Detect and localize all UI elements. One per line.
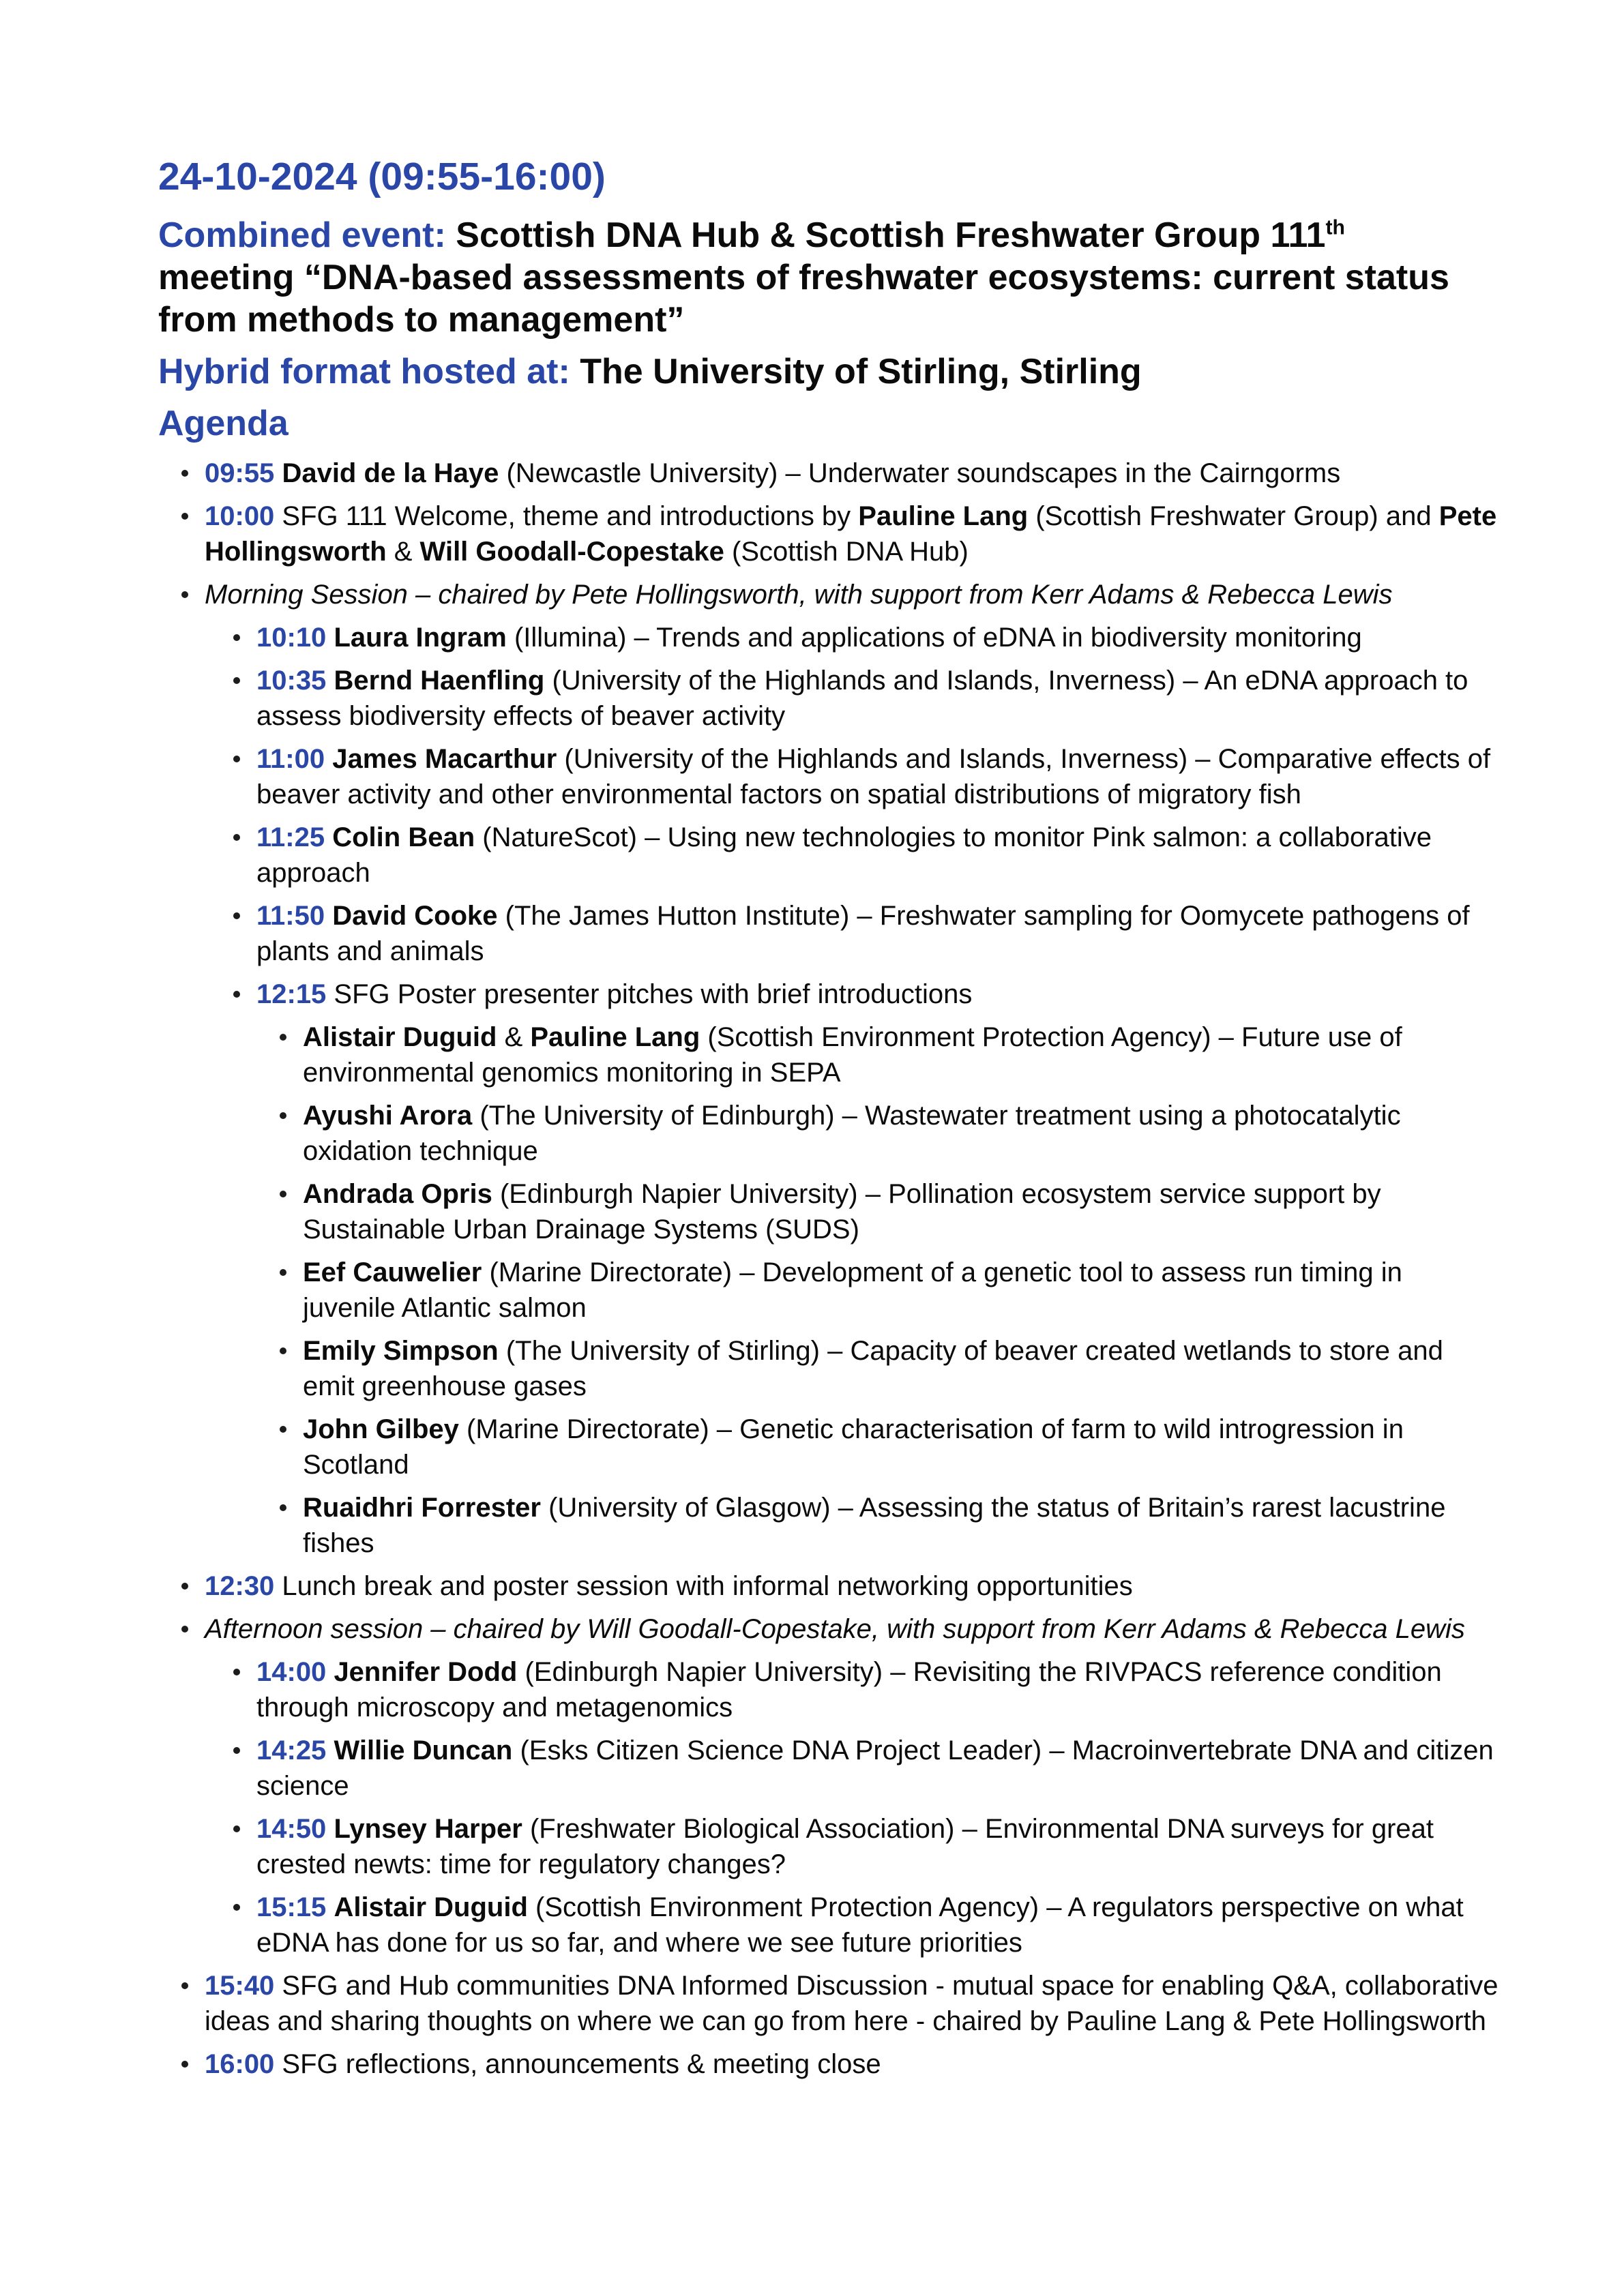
agenda-item [256, 1811, 1501, 1882]
agenda-item [205, 1611, 1501, 1647]
bullet-icon [233, 677, 240, 684]
text-segment: & [497, 1022, 531, 1052]
text-segment [326, 1657, 334, 1687]
text-segment: James Macarthur [332, 744, 557, 774]
bullet-icon [233, 1747, 240, 1754]
bullet-icon [181, 1583, 188, 1590]
text-segment: Colin Bean [332, 822, 475, 852]
text-segment: (University of the Highlands and Islands, Inverness) – An eDNA approach to assess biodiversity effects of beaver activity [256, 666, 1468, 731]
text-segment: Alistair Duguid [303, 1022, 497, 1052]
text-segment: SFG and Hub communities DNA Informed Discussion - mutual space for enabling Q&A, collaborative ideas and sharing thoughts on where we can go from here - chaired by Pauline Lang & Pete Hollingsworth [205, 1971, 1498, 2036]
text-segment: Lunch break and poster session with informal networking opportunities [274, 1571, 1133, 1601]
text-segment: Combined event: [158, 215, 456, 255]
text-segment: & [386, 537, 420, 567]
text-segment [325, 901, 332, 931]
bullet-icon [181, 470, 188, 477]
text-segment: 09:55 [205, 458, 275, 488]
text-segment: (The University of Edinburgh) – Wastewater treatment using a photocatalytic oxidation technique [303, 1101, 1401, 1166]
text-segment: (Edinburgh Napier University) – Revisiting the RIVPACS reference condition through microscopy and metagenomics [256, 1657, 1442, 1723]
hosted-at-line [158, 351, 1475, 393]
text-segment: Lynsey Harper [334, 1814, 522, 1844]
bullet-icon [181, 591, 188, 598]
text-segment [326, 623, 334, 653]
text-segment: 15:15 [256, 1892, 327, 1922]
agenda-item [256, 1733, 1501, 1804]
bullet-icon [233, 991, 240, 998]
text-segment: David Cooke [332, 901, 498, 931]
text-segment: meeting “DNA-based assessments of freshwater ecosystems: current status from methods to management” [158, 258, 1449, 340]
text-segment: (Marine Directorate) – Genetic characterisation of farm to wild introgression in Scotland [303, 1414, 1404, 1480]
text-segment: 16:00 [205, 2049, 275, 2079]
text-segment [325, 822, 332, 852]
agenda-list [158, 456, 1501, 2082]
agenda-item [256, 1890, 1501, 1960]
agenda-item [256, 663, 1501, 734]
text-segment: (Marine Directorate) – Development of a genetic tool to assess run timing in juvenile Atlantic salmon [303, 1257, 1402, 1323]
text-segment: 14:50 [256, 1814, 327, 1844]
bullet-icon [233, 1669, 240, 1675]
bullet-icon [233, 1904, 240, 1911]
text-segment: (Edinburgh Napier University) – Pollination ecosystem service support by Sustainable Urban Drainage Systems (SUDS) [303, 1179, 1381, 1244]
agenda-item [303, 1333, 1501, 1404]
text-segment: 10:10 [256, 623, 327, 653]
text-segment [326, 1735, 334, 1765]
text-segment: 11:25 [256, 822, 325, 852]
text-segment: 15:40 [205, 1971, 275, 2001]
text-segment: Ayushi Arora [303, 1101, 473, 1131]
text-segment: Pauline Lang [858, 501, 1029, 531]
text-segment: 12:15 [256, 979, 327, 1009]
text-segment: Pauline Lang [530, 1022, 700, 1052]
agenda-item [303, 1412, 1501, 1482]
text-segment: (The University of Stirling) – Capacity of beaver created wetlands to store and emit greenhouse gases [303, 1336, 1443, 1401]
text-segment: Pete Hollingsworth [205, 501, 1497, 567]
text-segment [326, 1814, 334, 1844]
text-segment: (University of the Highlands and Islands, Inverness) – Comparative effects of beaver activity and other environmental factors on spatial distributions of migratory fish [256, 744, 1491, 809]
agenda-item [256, 741, 1501, 812]
text-segment: (Scottish Environment Protection Agency) – Future use of environmental genomics monitoring in SEPA [303, 1022, 1402, 1088]
agenda-item [205, 1968, 1501, 2039]
text-segment [325, 744, 332, 774]
text-segment: Morning Session – chaired by Pete Hollingsworth, with support from Kerr Adams & Rebecca Lewis [205, 580, 1393, 610]
text-segment: 10:00 [205, 501, 275, 531]
agenda-item [205, 498, 1501, 569]
bullet-icon [280, 1191, 286, 1197]
page-title: 24-10-2024 (09:55-16:00) [158, 155, 606, 198]
agenda-item [303, 1098, 1501, 1169]
text-segment: Laura Ingram [334, 623, 507, 653]
text-segment: Emily Simpson [303, 1336, 499, 1366]
agenda-item [303, 1019, 1501, 1090]
text-segment: Jennifer Dodd [334, 1657, 518, 1687]
text-segment: (Esks Citizen Science DNA Project Leader) – Macroinvertebrate DNA and citizen science [256, 1735, 1494, 1801]
text-segment: Alistair Duguid [334, 1892, 528, 1922]
bullet-icon [280, 1112, 286, 1119]
agenda-item [303, 1176, 1501, 1247]
text-segment: (Newcastle University) – Underwater soundscapes in the Cairngorms [499, 458, 1341, 488]
agenda-heading: Agenda [158, 404, 289, 443]
text-segment: Afternoon session – chaired by Will Goodall-Copestake, with support from Kerr Adams & Rebecca Lewis [205, 1614, 1465, 1644]
bullet-icon [233, 756, 240, 762]
text-segment: SFG reflections, announcements & meeting close [274, 2049, 881, 2079]
bullet-icon [280, 1426, 286, 1433]
text-segment: Scottish DNA Hub & Scottish Freshwater Group 111 [456, 215, 1326, 255]
text-segment [326, 1892, 334, 1922]
text-segment: 11:00 [256, 744, 325, 774]
bullet-icon [280, 1269, 286, 1276]
text-segment: SFG Poster presenter pitches with brief introductions [326, 979, 973, 1009]
text-segment: Bernd Haenfling [334, 666, 545, 696]
text-segment: 11:50 [256, 901, 325, 931]
text-segment: The University of Stirling, Stirling [580, 352, 1142, 391]
text-segment: (Illumina) – Trends and applications of eDNA in biodiversity monitoring [506, 623, 1362, 653]
text-segment: (Freshwater Biological Association) – Environmental DNA surveys for great crested newts: time for regulatory changes? [256, 1814, 1434, 1879]
agenda-item [256, 898, 1501, 969]
text-segment [274, 458, 282, 488]
text-segment [326, 666, 334, 696]
text-segment: John Gilbey [303, 1414, 459, 1444]
text-segment: SFG 111 Welcome, theme and introductions by [274, 501, 859, 531]
text-segment: 14:00 [256, 1657, 327, 1687]
text-segment: (Scottish Freshwater Group) and [1028, 501, 1439, 531]
text-segment: (Scottish Environment Protection Agency) – A regulators perspective on what eDNA has done for us so far, and where we see future priorities [256, 1892, 1464, 1958]
bullet-icon [181, 1982, 188, 1989]
agenda-item [205, 577, 1501, 612]
bullet-icon [233, 634, 240, 641]
agenda-item [303, 1255, 1501, 1326]
agenda-item [205, 1568, 1501, 1604]
bullet-icon [233, 912, 240, 919]
agenda-item [256, 976, 1501, 1012]
agenda-item [205, 2046, 1501, 2082]
agenda-item [256, 620, 1501, 655]
text-segment: (The James Hutton Institute) – Freshwater sampling for Oomycete pathogens of plants and animals [256, 901, 1470, 966]
text-segment: (Scottish DNA Hub) [724, 537, 969, 567]
text-segment: Andrada Opris [303, 1179, 492, 1209]
bullet-icon [233, 1825, 240, 1832]
bullet-icon [181, 2061, 188, 2068]
text-segment: Eef Cauwelier [303, 1257, 482, 1287]
bullet-icon [181, 513, 188, 520]
agenda-item [205, 456, 1501, 491]
text-segment: Ruaidhri Forrester [303, 1493, 541, 1523]
combined-event-line [158, 214, 1475, 341]
bullet-icon [181, 1626, 188, 1632]
bullet-icon [280, 1034, 286, 1041]
text-segment: Hybrid format hosted at: [158, 352, 580, 391]
text-segment: (University of Glasgow) – Assessing the status of Britain’s rarest lacustrine fishes [303, 1493, 1446, 1558]
text-segment: Willie Duncan [334, 1735, 513, 1765]
text-segment: 14:25 [256, 1735, 327, 1765]
text-segment: 10:35 [256, 666, 327, 696]
text-segment: 12:30 [205, 1571, 275, 1601]
bullet-icon [280, 1347, 286, 1354]
text-segment: (NatureScot) – Using new technologies to monitor Pink salmon: a collaborative approach [256, 822, 1432, 888]
agenda-item [256, 1654, 1501, 1725]
bullet-icon [280, 1504, 286, 1511]
text-segment: David de la Haye [282, 458, 499, 488]
agenda-item [256, 820, 1501, 891]
text-segment: Will Goodall-Copestake [419, 537, 724, 567]
text-segment: th [1325, 216, 1345, 239]
bullet-icon [233, 834, 240, 841]
agenda-item [303, 1490, 1501, 1561]
